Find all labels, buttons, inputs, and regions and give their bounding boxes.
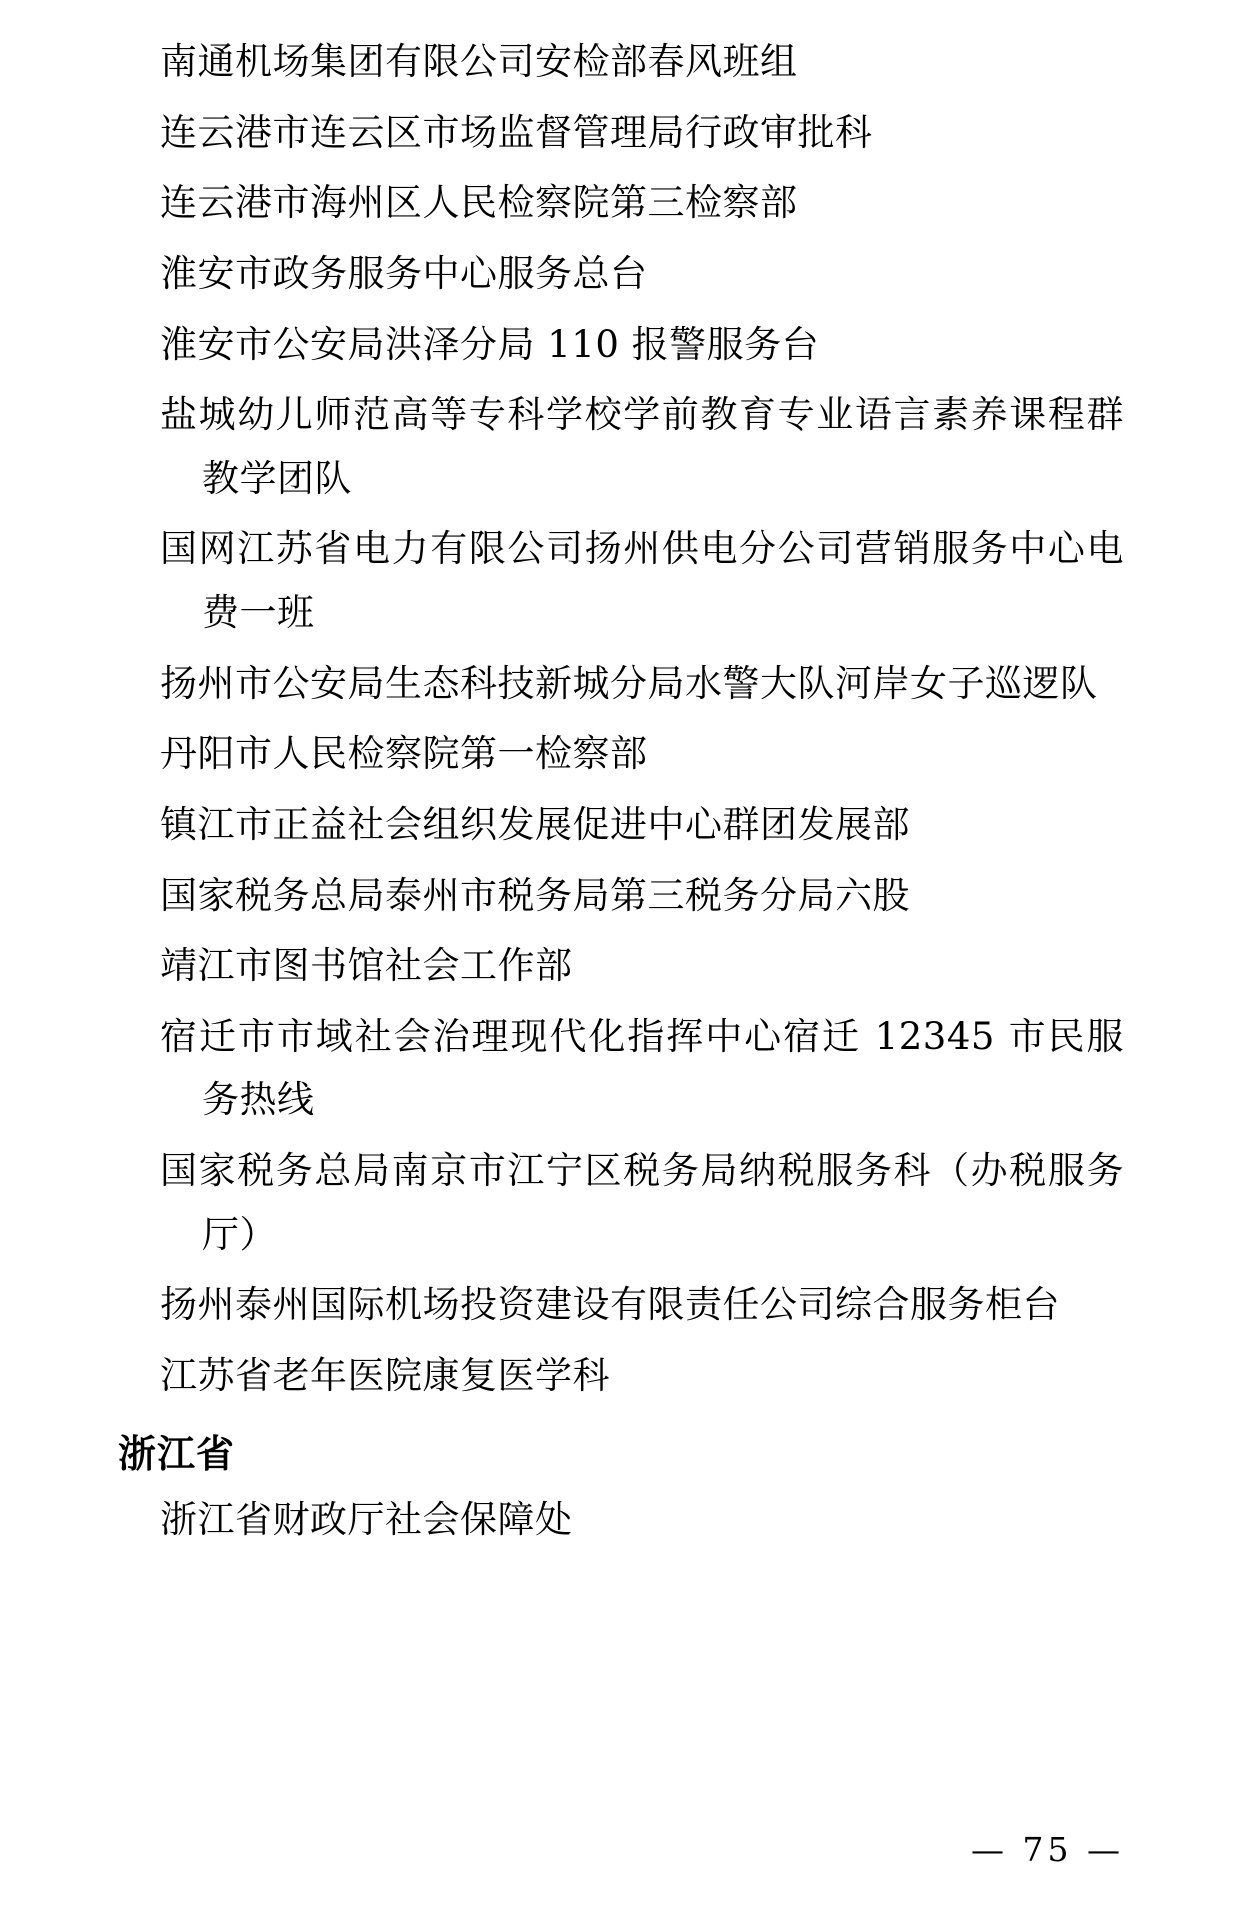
list-item: 南通机场集团有限公司安检部春风班组 [160,40,798,83]
section-heading: 浙江省 [118,1431,236,1476]
list-item: 扬州市公安局生态科技新城分局水警大队河岸女子巡逻队 [160,661,1098,705]
page-number: — 75 — [971,1830,1124,1869]
list-item: 浙江省财政厅社会保障处 [160,1498,573,1542]
list-item: 盐城幼儿师范高等专科学校学前教育专业语言素养课程群教学团队 [160,393,1124,500]
list-item: 丹阳市人民检察院第一检察部 [160,732,648,776]
list-item: 镇江市正益社会组织发展促进中心群团发展部 [160,802,910,846]
list-item: 国网江苏省电力有限公司扬州供电分公司营销服务中心电费一班 [160,527,1124,634]
list-item: 宿迁市市域社会治理现代化指挥中心宿迁 12345 市民服务热线 [160,1014,1124,1122]
list-item: 江苏省老年医院康复医学科 [160,1353,610,1397]
list-item: 扬州泰州国际机场投资建设有限责任公司综合服务柜台 [160,1283,1060,1327]
list-item: 国家税务总局南京市江宁区税务局纳税服务科（办税服务厅） [160,1149,1124,1256]
list-item: 靖江市图书馆社会工作部 [160,944,573,988]
list-item: 连云港市海州区人民检察院第三检察部 [160,181,798,225]
list-item: 国家税务总局泰州市税务局第三税务分局六股 [160,873,910,917]
list-item: 淮安市政务服务中心服务总台 [160,251,648,295]
list-item: 连云港市连云区市场监督管理局行政审批科 [160,110,873,154]
list-item: 淮安市公安局洪泽分局 110 报警服务台 [160,322,820,366]
